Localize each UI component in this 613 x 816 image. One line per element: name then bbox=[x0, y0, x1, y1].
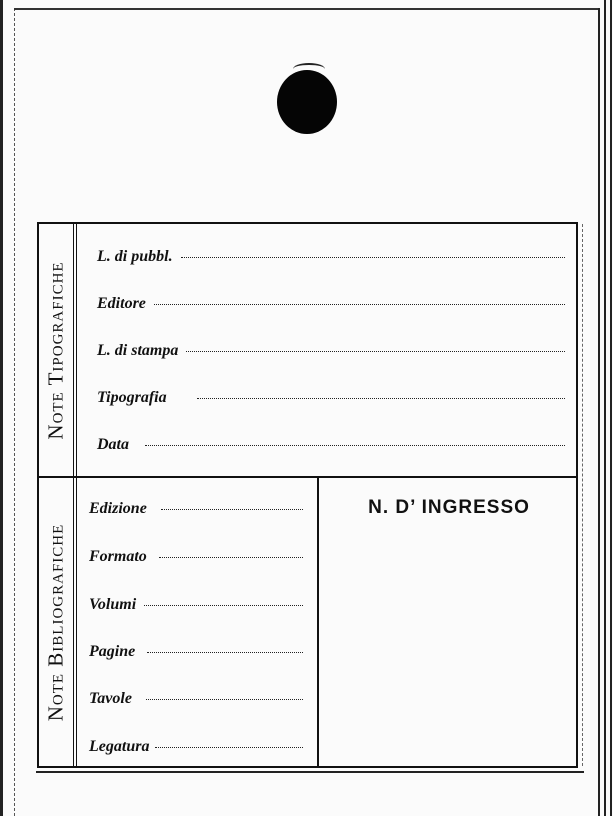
field-label: Legatura bbox=[89, 738, 150, 755]
card-left-edge-outer bbox=[0, 0, 3, 816]
field-dotted-line[interactable] bbox=[161, 508, 303, 510]
field-label: Editore bbox=[97, 295, 146, 312]
field-tipografia[interactable] bbox=[97, 389, 565, 407]
note-tipografiche-text: Note Tipografiche bbox=[43, 260, 68, 440]
note-tipografiche-title bbox=[39, 224, 73, 476]
field-data[interactable] bbox=[97, 436, 565, 454]
field-dotted-line[interactable] bbox=[144, 604, 303, 606]
field-dotted-line[interactable] bbox=[145, 444, 565, 446]
field-luogo-stampa[interactable] bbox=[97, 342, 565, 360]
note-bibliografiche-title bbox=[39, 478, 73, 766]
card-right-edge-b bbox=[604, 0, 606, 816]
field-formato[interactable] bbox=[89, 548, 303, 566]
note-bibliografiche-text: Note Bibliografiche bbox=[43, 523, 68, 721]
section-divider bbox=[39, 476, 576, 478]
field-editore[interactable] bbox=[97, 295, 565, 313]
field-dotted-line[interactable] bbox=[159, 556, 303, 558]
field-pagine[interactable] bbox=[89, 643, 303, 661]
field-dotted-line[interactable] bbox=[155, 746, 303, 748]
field-label: Tavole bbox=[89, 690, 132, 707]
field-label: Edizione bbox=[89, 500, 147, 517]
field-label: Pagine bbox=[89, 643, 136, 660]
field-dotted-line[interactable] bbox=[154, 303, 565, 305]
field-label: Volumi bbox=[89, 596, 137, 613]
ingresso-divider bbox=[317, 478, 319, 766]
card-right-edge-a bbox=[598, 8, 600, 816]
field-label: Data bbox=[97, 436, 129, 453]
numero-ingresso-label: N. D’ INGRESSO bbox=[368, 497, 530, 518]
field-edizione[interactable] bbox=[89, 500, 303, 518]
field-dotted-line[interactable] bbox=[181, 256, 565, 258]
field-luogo-pubblicazione[interactable] bbox=[97, 248, 565, 266]
form-inner-bottom-rule bbox=[36, 771, 584, 773]
field-dotted-line[interactable] bbox=[186, 350, 565, 352]
tipografiche-side-rule bbox=[73, 224, 77, 476]
punch-hole bbox=[277, 70, 337, 134]
field-dotted-line[interactable] bbox=[146, 698, 303, 700]
form-inner-right-rule bbox=[582, 224, 584, 766]
card-right-edge-c bbox=[610, 0, 612, 816]
card-top-edge bbox=[14, 8, 599, 10]
field-label: Formato bbox=[89, 548, 147, 565]
field-label: L. di pubbl. bbox=[97, 248, 173, 265]
field-volumi[interactable] bbox=[89, 596, 303, 614]
field-label: Tipografia bbox=[97, 389, 167, 406]
field-dotted-line[interactable] bbox=[147, 651, 303, 653]
bibliografiche-side-rule bbox=[73, 478, 77, 766]
card-left-edge-inner bbox=[14, 8, 16, 816]
field-dotted-line[interactable] bbox=[197, 397, 565, 399]
field-tavole[interactable] bbox=[89, 690, 303, 708]
catalog-form bbox=[37, 222, 578, 768]
field-legatura[interactable] bbox=[89, 738, 303, 756]
field-label: L. di stampa bbox=[97, 342, 179, 359]
